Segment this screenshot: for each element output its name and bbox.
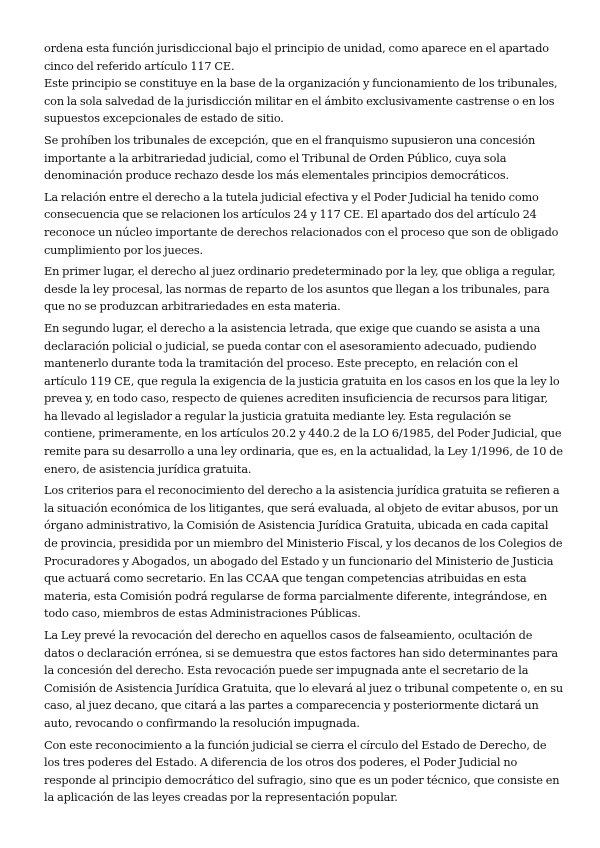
paragraph-4: La relación entre el derecho a la tutela judicial efectiva y el Poder Judicial ha tenido como consecuencia que se relacionen los artículos 24 y 117 CE. El apartado dos del artículo 24 reconoce un núcleo importante de derechos relacionados con el proceso que son de obligado cumplimiento por los jueces. [44, 190, 559, 257]
document-page [44, 40, 564, 811]
paragraph-3: Se prohíben los tribunales de excepción, que en el franquismo supusieron una concesión importante a la arbitrariedad judicial, como el Tribunal de Orden Público, cuya sola denominación produce rechazo desde los más elementales principios democráticos. [44, 133, 536, 183]
paragraph-1: ordena esta función jurisdiccional bajo el principio de unidad, como aparece en el apartado cinco del referido artículo 117 CE. [44, 42, 549, 73]
paragraph-5: En primer lugar, el derecho al juez ordinario predeterminado por la ley, que obliga a regular, desde la ley procesal, las normas de reparto de los asuntos que llegan a los tribunales, para que no se produzcan arbitrariedades en esta materia. [44, 265, 556, 314]
paragraph-8: La Ley prevé la revocación del derecho en aquellos casos de falseamiento, ocultación de datos o declaración errónea, si se demuestra que estos factores han sido determinantes para la concesión del derecho. Esta revocación puede ser impugnada ante el secretario de la Comisión de Asistencia Jurídica Gratuita, que lo elevará al juez o tribunal competente o, en su caso, al juez decano, que citará a las partes a comparecencia y posteriormente dictará un auto, revocando o confirmando la resolución impugnada. [44, 629, 564, 730]
paragraph-9: Con este reconocimiento a la función judicial se cierra el círculo del Estado de Derecho, de los tres poderes del Estado. A diferencia de los otros dos poderes, el Poder Judicial no responde al principio democrático del sufragio, sino que es un poder técnico, que consiste en la aplicación de las leyes creadas por la representación popular. [44, 738, 560, 805]
paragraph-2: Este principio se constituye en la base de la organización y funcionamiento de los tribunales, con la sola salvedad de la jurisdicción militar en el ámbito exclusivamente castrense o en los supuestos excepcionales de estado de sitio. [44, 77, 558, 126]
paragraph-6: En segundo lugar, el derecho a la asistencia letrada, que exige que cuando se asista a una declaración policial o judicial, se pueda contar con el asesoramiento adecuado, pudiendo mantenerlo durante toda la tramitación del proceso. Este precepto, en relación con el artículo 119 CE, que regula la exigencia de la justicia gratuita en los casos en los que la ley lo prevea y, en todo caso, respecto de quienes acrediten insuficiencia de recursos para litigar, ha llevado al legislador a regular la justicia gratuita mediante ley. Esta regulación se contiene, primeramente, en los artículos 20.2 y 440.2 de la LO 6/1985, del Poder Judicial, que remite para su desarrollo a una ley ordinaria, que es, en la actualidad, la Ley 1/1996, de 10 de enero, de asistencia jurídica gratuita. [44, 321, 563, 476]
paragraph-7: Los criterios para el reconocimiento del derecho a la asistencia jurídica gratuita se refieren a la situación económica de los litigantes, que será evaluada, al objeto de evitar abusos, por un órgano administrativo, la Comisión de Asistencia Jurídica Gratuita, ubicada en cada capital de provincia, presidida por un miembro del Ministerio Fiscal, y los decanos de los Colegios de Procuradores y Abogados, un abogado del Estado y un funcionario del Ministerio de Justicia que actuará como secretario. En las CCAA que tengan competencias atribuidas en esta materia, esta Comisión podrá regularse de forma parcialmente diferente, integrándose, en todo caso, miembros de estas Administraciones Públicas. [44, 484, 563, 621]
